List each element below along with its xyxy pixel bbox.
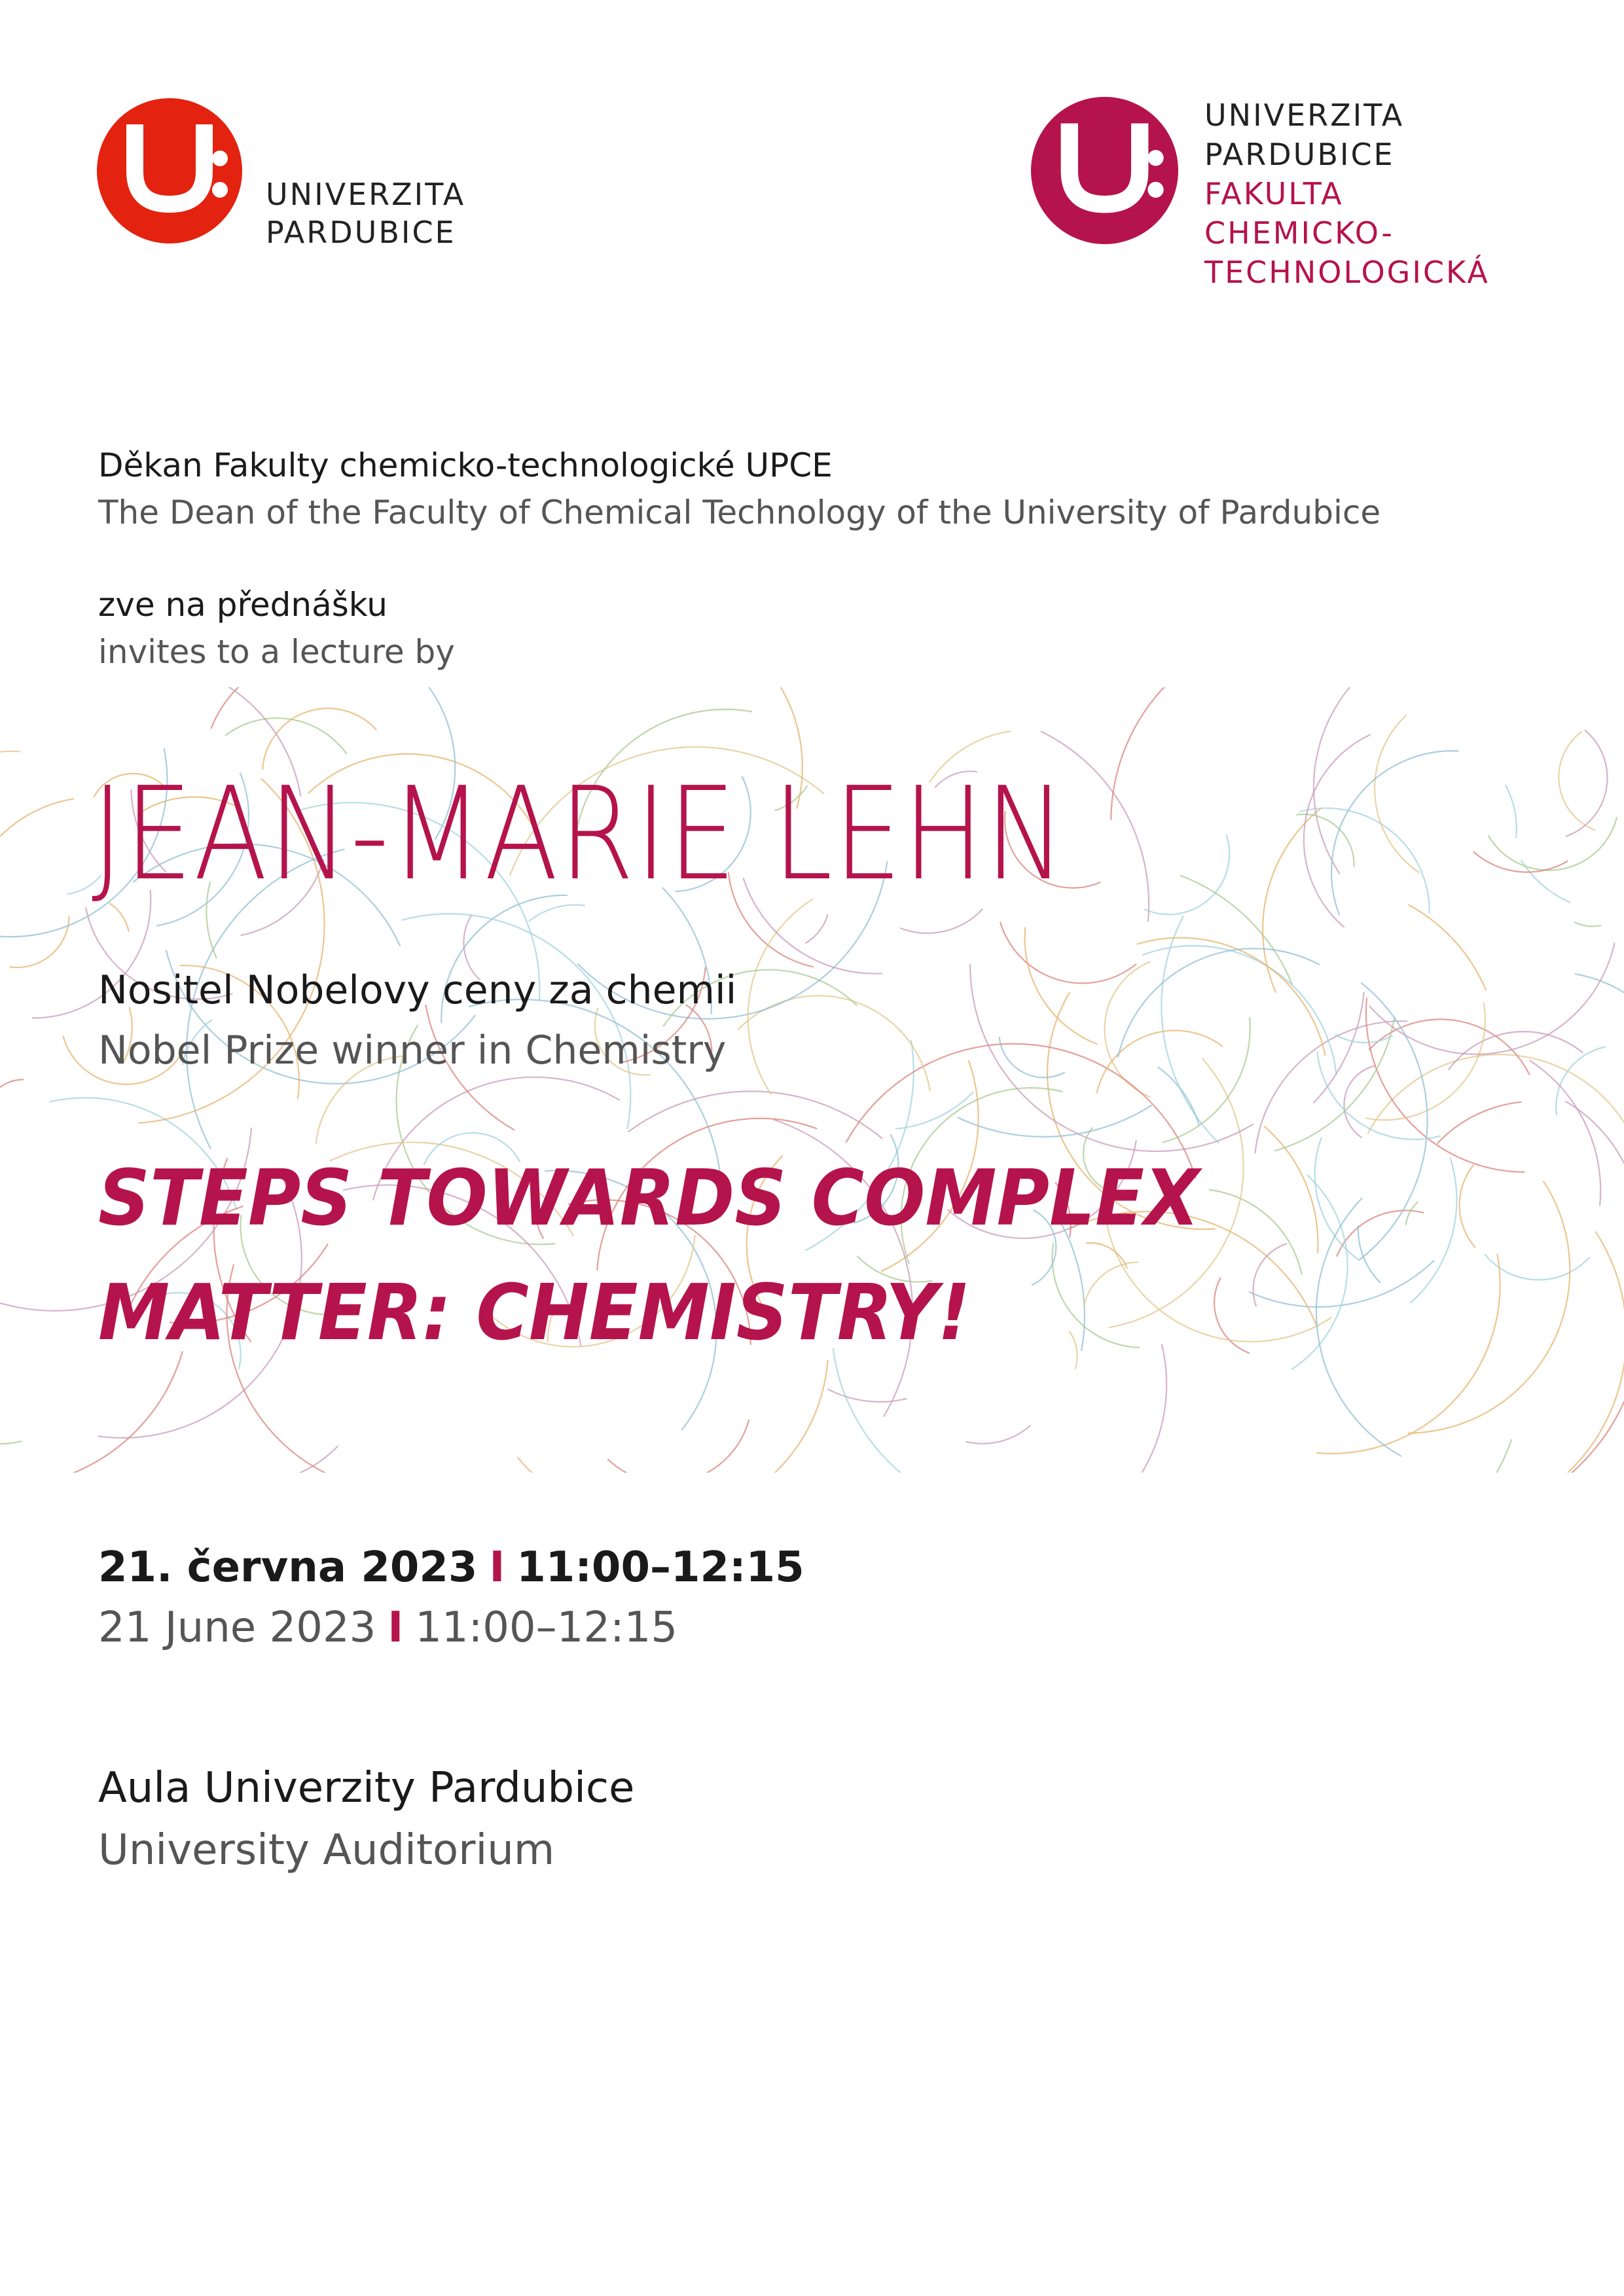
time-cz: 11:00–12:15	[516, 1543, 804, 1592]
swirl-arc	[1111, 687, 1403, 820]
swirl-arc	[1489, 817, 1617, 870]
swirl-arc	[607, 1420, 749, 1473]
swirl-arc	[1161, 916, 1219, 1143]
invite-cz: zve na přednášku	[98, 586, 388, 624]
swirl-arc	[1249, 1261, 1434, 1307]
swirl-arc	[1253, 1244, 1287, 1306]
swirl-arc	[1530, 1060, 1601, 1206]
swirl-arc	[1521, 860, 1571, 903]
swirl-arc	[1118, 948, 1320, 1058]
swirl-arc	[1473, 852, 1568, 872]
swirl-arc	[900, 909, 983, 933]
faculty-logo-line1: UNIVERZITA	[1204, 98, 1405, 133]
swirl-arc	[0, 751, 21, 776]
swirl-arc	[1437, 1102, 1522, 1144]
swirl-arc	[1084, 1263, 1138, 1306]
swirl-arc	[0, 798, 74, 924]
lecture-title-line2: MATTER: CHEMISTRY!	[98, 1267, 971, 1357]
university-logo-line1: UNIVERZITA	[266, 177, 466, 212]
swirl-arc	[0, 1352, 183, 1473]
swirl-arc	[1409, 1257, 1624, 1473]
swirl-arc	[805, 914, 827, 943]
university-logo-text	[266, 175, 465, 251]
swirl-arc	[1366, 997, 1525, 1172]
university-logo-line2: PARDUBICE	[266, 215, 456, 250]
swirl-arc	[1335, 1035, 1393, 1043]
swirl-arc	[1180, 875, 1293, 984]
swirl-arc	[738, 996, 930, 1091]
schedule-en	[98, 1604, 677, 1652]
swirl-arc	[518, 1360, 828, 1473]
swirl-arc	[1337, 1210, 1424, 1256]
swirl-arc	[1315, 1138, 1360, 1261]
swirl-arc	[1575, 974, 1624, 1174]
swirl-arc	[1316, 1253, 1500, 1453]
university-logo	[97, 98, 522, 249]
faculty-logo-line4: CHEMICKO-	[1204, 215, 1394, 251]
schedule-cz	[98, 1543, 804, 1592]
swirl-arc	[1025, 927, 1098, 1044]
swirl-arc	[1566, 730, 1608, 836]
swirl-arc	[0, 1079, 24, 1115]
swirl-arc	[1000, 922, 1136, 983]
swirl-arc	[1574, 922, 1601, 926]
swirl-arc	[1406, 1202, 1418, 1225]
invite-en: invites to a lecture by	[98, 633, 455, 671]
swirl-arc	[1097, 1031, 1223, 1094]
swirl-arc	[1144, 834, 1229, 914]
separator-cz: I	[489, 1543, 505, 1592]
faculty-logo-text	[1204, 96, 1490, 292]
swirl-arc	[1375, 715, 1420, 873]
date-en: 21 June 2023	[98, 1604, 376, 1652]
date-cz: 21. června 2023	[98, 1543, 478, 1592]
swirl-arc	[1314, 992, 1364, 1103]
swirl-arc	[984, 1344, 1166, 1473]
faculty-logo	[1031, 97, 1620, 293]
faculty-logo-icon	[1031, 97, 1178, 244]
swirl-arc	[1408, 905, 1486, 990]
swirl-arc	[1449, 1031, 1583, 1069]
time-en: 11:00–12:15	[415, 1604, 678, 1652]
swirl-arc	[1344, 1066, 1375, 1138]
swirl-arc	[1053, 1243, 1140, 1347]
swirl-arc	[1565, 1101, 1624, 1184]
swirl-arc	[1331, 751, 1458, 915]
swirl-arc	[628, 1091, 882, 1138]
swirl-arc	[1408, 1181, 1570, 1433]
host-en: The Dean of the Faculty of Chemical Technology of the University of Pardubice	[98, 493, 1381, 531]
swirl-arc	[1559, 732, 1595, 831]
swirl-arc	[1460, 1164, 1475, 1247]
host-cz: Děkan Fakulty chemicko-technologické UPCE	[98, 446, 833, 484]
separator-en: I	[388, 1604, 404, 1652]
speaker-name: JEAN-MARIE LEHN	[92, 760, 1067, 909]
swirl-arc	[966, 1426, 1031, 1444]
faculty-logo-line5: TECHNOLOGICKÁ	[1204, 255, 1490, 290]
swirl-arc	[226, 1446, 338, 1473]
venue-en: University Auditorium	[98, 1826, 555, 1874]
swirl-arc	[1556, 1047, 1606, 1115]
university-logo-icon	[97, 98, 242, 243]
swirl-arc	[211, 687, 281, 728]
swirl-arc	[1209, 1190, 1302, 1275]
swirl-arc	[1162, 1017, 1250, 1143]
swirl-arc	[9, 916, 69, 967]
speaker-title-cz: Nositel Nobelovy ceny za chemii	[98, 967, 737, 1013]
swirl-arc	[1263, 808, 1322, 992]
swirl-arc	[1304, 734, 1371, 927]
lecture-title-line1: STEPS TOWARDS COMPLEX	[98, 1153, 1200, 1243]
swirl-arc	[0, 1347, 22, 1444]
swirl-arc	[402, 914, 631, 1129]
speaker-title-en: Nobel Prize winner in Chemistry	[98, 1028, 727, 1073]
swirl-arc	[1506, 785, 1517, 838]
swirl-arc	[833, 1348, 1089, 1473]
swirl-arc	[1358, 1225, 1380, 1283]
swirl-arc	[1367, 1054, 1624, 1143]
venue-cz: Aula Univerzity Pardubice	[98, 1764, 635, 1812]
swirl-arc	[970, 964, 1254, 1151]
faculty-logo-line3: FAKULTA	[1204, 176, 1344, 211]
swirl-arc	[1069, 1331, 1077, 1369]
swirl-arc	[1000, 1037, 1065, 1077]
faculty-logo-line2: PARDUBICE	[1204, 137, 1395, 172]
